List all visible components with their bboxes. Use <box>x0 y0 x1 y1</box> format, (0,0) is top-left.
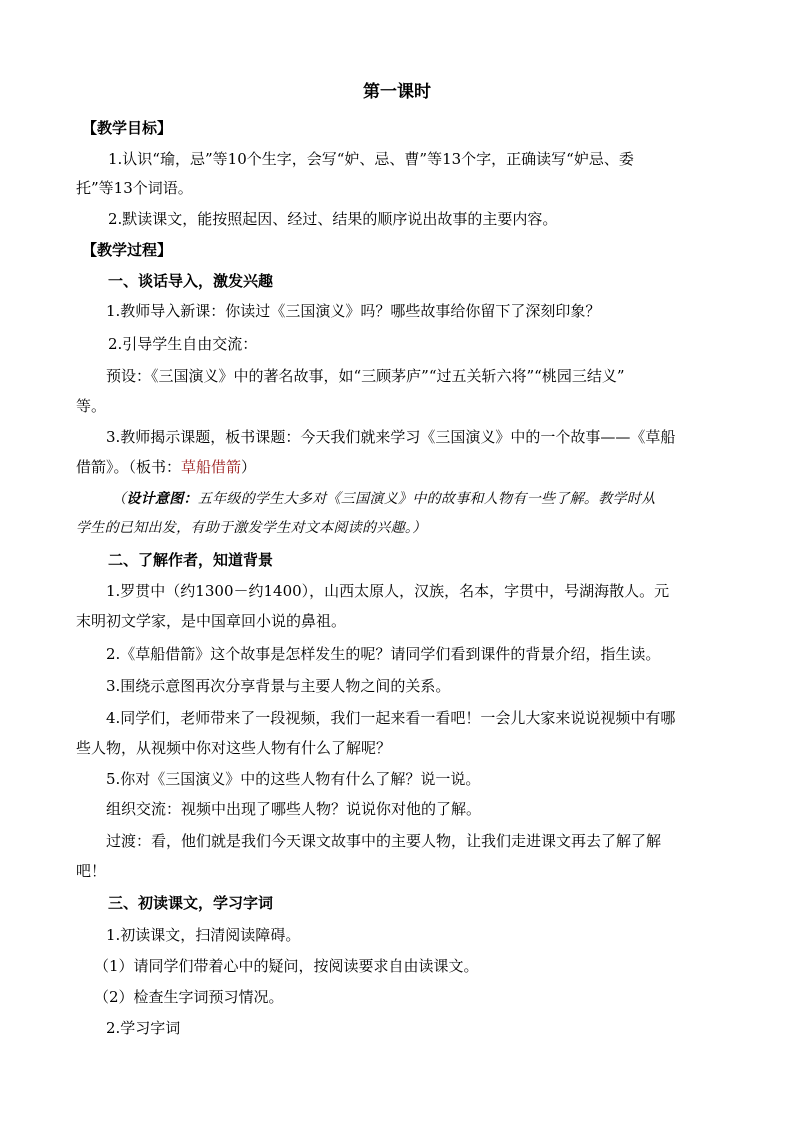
design-intent-note <box>112 488 772 510</box>
section-2-heading: 二、了解作者，知道背景 <box>108 551 274 569</box>
section-1-para-2: 2.引导学生自由交流： <box>108 335 258 353</box>
section-3-para-4: 2.学习字词 <box>106 1019 181 1037</box>
section-2-para-2: 2.《草船借箭》这个故事是怎样发生的呢？请同学们看到课件的背景介绍，指生读。 <box>106 645 661 663</box>
section-2-para-7: 过渡：看，他们就是我们今天课文故事中的主要人物，让我们走进课文再去了解了解 <box>106 832 662 850</box>
section-2-para-7-cont: 吧！ <box>76 862 107 880</box>
goal-item-1-cont: 托”等13个词语。 <box>76 179 193 197</box>
note-open-paren: （ <box>112 491 127 507</box>
section-2-para-4: 4.同学们，老师带来了一段视频，我们一起来看一看吧！一会儿大家来说说视频中有哪 <box>106 709 676 727</box>
page-title: 第一课时 <box>363 82 431 102</box>
para-4-text: 借箭》。（板书： <box>76 458 182 476</box>
section-1-para-3-cont: 等。 <box>76 397 107 415</box>
design-intent-note-cont: 学生的已知出发，有助于激发学生对文本阅读的兴趣。） <box>76 520 427 536</box>
section-2-para-1-cont: 末明初文学家，是中国章回小说的鼻祖。 <box>76 612 347 630</box>
para-4-close: ） <box>241 458 257 476</box>
goals-heading: 【教学目标】 <box>82 119 173 137</box>
note-text: 五年级的学生大多对《三国演义》中的故事和人物有一些了解。教学时从 <box>197 491 656 507</box>
section-2-para-3: 3.围绕示意图再次分享背景与主要人物之间的关系。 <box>106 677 451 695</box>
board-title-red: 草船借箭 <box>181 458 242 476</box>
goal-item-1: 1.认识“瑜，忌”等10个生字，会写“妒、忌、曹”等13个字，正确读写“妒忌、委 <box>108 150 634 168</box>
section-1-para-1: 1.教师导入新课：你读过《三国演义》吗？哪些故事给你留下了深刻印象？ <box>106 302 601 320</box>
section-3-para-2: （1）请同学们带着心中的疑问，按阅读要求自由读课文。 <box>94 957 479 975</box>
section-2-para-5: 5.你对《三国演义》中的这些人物有什么了解？说一说。 <box>106 770 481 788</box>
section-1-para-4: 3.教师揭示课题，板书课题：今天我们就来学习《三国演义》中的一个故事——《草船 <box>106 428 676 446</box>
section-1-para-4-cont <box>76 456 736 478</box>
section-3-heading: 三、初读课文，学习字词 <box>108 894 274 912</box>
section-1-para-3: 预设：《三国演义》中的著名故事，如“三顾茅庐”“过五关斩六将”“桃园三结义” <box>106 367 625 385</box>
section-2-para-4-cont: 些人物，从视频中你对这些人物有什么了解呢？ <box>76 739 392 757</box>
section-1-heading: 一、谈话导入，激发兴趣 <box>108 272 274 290</box>
section-2-para-1: 1.罗贯中（约1300－约1400），山西太原人，汉族，名本，字贯中，号湖海散人。元 <box>106 582 670 600</box>
section-3-para-3: （2）检查生字词预习情况。 <box>94 988 284 1006</box>
section-3-para-1: 1.初读课文，扫清阅读障碍。 <box>106 926 301 944</box>
section-2-para-6: 组织交流：视频中出现了哪些人物？说说你对他的了解。 <box>106 800 482 818</box>
note-label: 设计意图： <box>126 491 198 507</box>
goal-item-2: 2.默读课文，能按照起因、经过、结果的顺序说出故事的主要内容。 <box>108 210 558 228</box>
process-heading: 【教学过程】 <box>82 241 173 259</box>
